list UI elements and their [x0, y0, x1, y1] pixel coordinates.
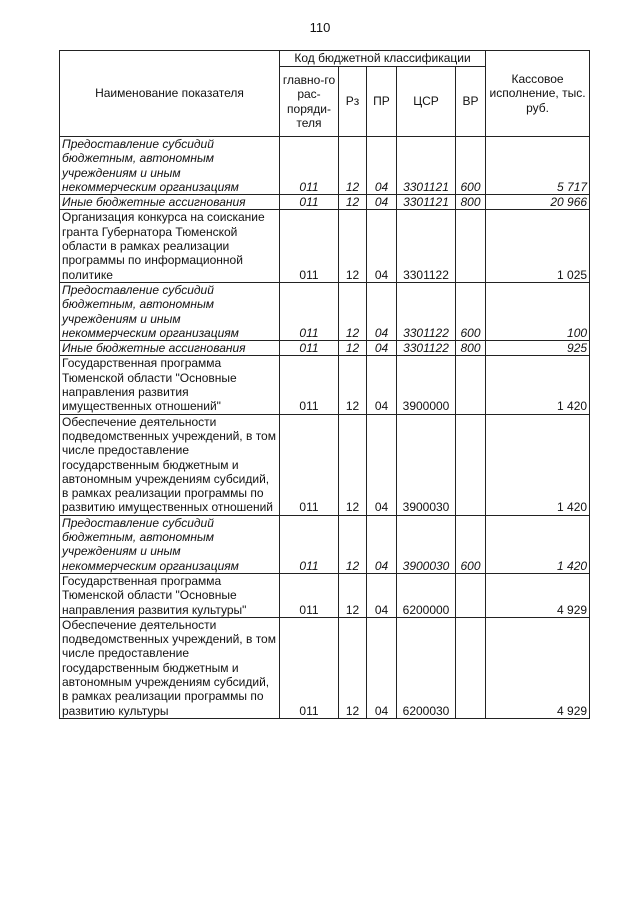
row-csr: 3301121	[397, 195, 456, 210]
row-vr	[456, 573, 486, 617]
row-name: Предоставление субсидий бюджетным, автономным учреждениям и иным некоммерческим организациям	[60, 515, 280, 573]
row-rz: 12	[339, 515, 367, 573]
table-row	[60, 515, 590, 573]
table-row	[60, 341, 590, 356]
row-csr: 3900000	[397, 356, 456, 414]
row-vr: 600	[456, 282, 486, 340]
header-amount: Кассовое исполнение, тыс. руб.	[486, 51, 590, 137]
header-group-code: Код бюджетной классификации	[280, 51, 486, 67]
row-csr: 6200000	[397, 573, 456, 617]
row-csr: 3301122	[397, 210, 456, 282]
row-pr: 04	[367, 282, 397, 340]
row-amount: 100	[486, 282, 590, 340]
row-csr: 3301122	[397, 341, 456, 356]
row-pr: 04	[367, 137, 397, 195]
table-row	[60, 414, 590, 515]
row-admin: 011	[280, 282, 339, 340]
row-name: Предоставление субсидий бюджетным, автономным учреждениям и иным некоммерческим организациям	[60, 137, 280, 195]
table-row	[60, 137, 590, 195]
row-admin: 011	[280, 617, 339, 718]
row-rz: 12	[339, 356, 367, 414]
row-pr: 04	[367, 341, 397, 356]
row-vr	[456, 617, 486, 718]
row-csr: 3301121	[397, 137, 456, 195]
row-rz: 12	[339, 573, 367, 617]
header-pr: ПР	[367, 67, 397, 137]
row-name: Государственная программа Тюменской области "Основные направления развития культуры"	[60, 573, 280, 617]
table-row	[60, 573, 590, 617]
row-admin: 011	[280, 341, 339, 356]
row-rz: 12	[339, 617, 367, 718]
table-row	[60, 617, 590, 718]
row-rz: 12	[339, 195, 367, 210]
row-name: Иные бюджетные ассигнования	[60, 341, 280, 356]
row-pr: 04	[367, 515, 397, 573]
row-csr: 3900030	[397, 515, 456, 573]
row-csr: 6200030	[397, 617, 456, 718]
header-rz: Рз	[339, 67, 367, 137]
row-amount: 5 717	[486, 137, 590, 195]
table-row	[60, 195, 590, 210]
row-amount: 4 929	[486, 617, 590, 718]
row-csr: 3900030	[397, 414, 456, 515]
row-rz: 12	[339, 414, 367, 515]
row-amount: 1 420	[486, 414, 590, 515]
row-rz: 12	[339, 210, 367, 282]
row-csr: 3301122	[397, 282, 456, 340]
budget-table	[59, 50, 590, 719]
row-vr: 600	[456, 137, 486, 195]
row-admin: 011	[280, 414, 339, 515]
row-admin: 011	[280, 195, 339, 210]
row-name: Обеспечение деятельности подведомственных учреждений, в том числе предоставление государственным бюджетным и автономным учреждениям субсидий, в рамках реализации программы по развитию имущественных отношений	[60, 414, 280, 515]
row-pr: 04	[367, 356, 397, 414]
row-name: Обеспечение деятельности подведомственных учреждений, в том числе предоставление государственным бюджетным и автономным учреждениям субсидий, в рамках реализации программы по развитию культуры	[60, 617, 280, 718]
row-amount: 1 025	[486, 210, 590, 282]
header-name: Наименование показателя	[60, 51, 280, 137]
row-vr: 600	[456, 515, 486, 573]
row-rz: 12	[339, 137, 367, 195]
row-rz: 12	[339, 341, 367, 356]
row-vr	[456, 356, 486, 414]
row-name: Государственная программа Тюменской области "Основные направления развития имущественных отношений"	[60, 356, 280, 414]
row-pr: 04	[367, 573, 397, 617]
row-vr	[456, 414, 486, 515]
table-row	[60, 356, 590, 414]
row-name: Иные бюджетные ассигнования	[60, 195, 280, 210]
row-vr: 800	[456, 195, 486, 210]
row-amount: 1 420	[486, 356, 590, 414]
header-vr: ВР	[456, 67, 486, 137]
row-admin: 011	[280, 356, 339, 414]
row-name: Организация конкурса на соискание гранта Губернатора Тюменской области в рамках реализации программы по информационной политике	[60, 210, 280, 282]
row-pr: 04	[367, 617, 397, 718]
row-vr	[456, 210, 486, 282]
row-rz: 12	[339, 282, 367, 340]
row-admin: 011	[280, 573, 339, 617]
row-vr: 800	[456, 341, 486, 356]
row-amount: 1 420	[486, 515, 590, 573]
row-admin: 011	[280, 137, 339, 195]
row-admin: 011	[280, 210, 339, 282]
header-csr: ЦСР	[397, 67, 456, 137]
row-pr: 04	[367, 195, 397, 210]
header-admin: главно-го рас-поряди-теля	[280, 67, 339, 137]
row-amount: 20 966	[486, 195, 590, 210]
row-pr: 04	[367, 414, 397, 515]
row-admin: 011	[280, 515, 339, 573]
table-row	[60, 210, 590, 282]
table-row	[60, 282, 590, 340]
row-amount: 925	[486, 341, 590, 356]
row-name: Предоставление субсидий бюджетным, автономным учреждениям и иным некоммерческим организациям	[60, 282, 280, 340]
row-pr: 04	[367, 210, 397, 282]
row-amount: 4 929	[486, 573, 590, 617]
page-number: 110	[309, 20, 331, 35]
